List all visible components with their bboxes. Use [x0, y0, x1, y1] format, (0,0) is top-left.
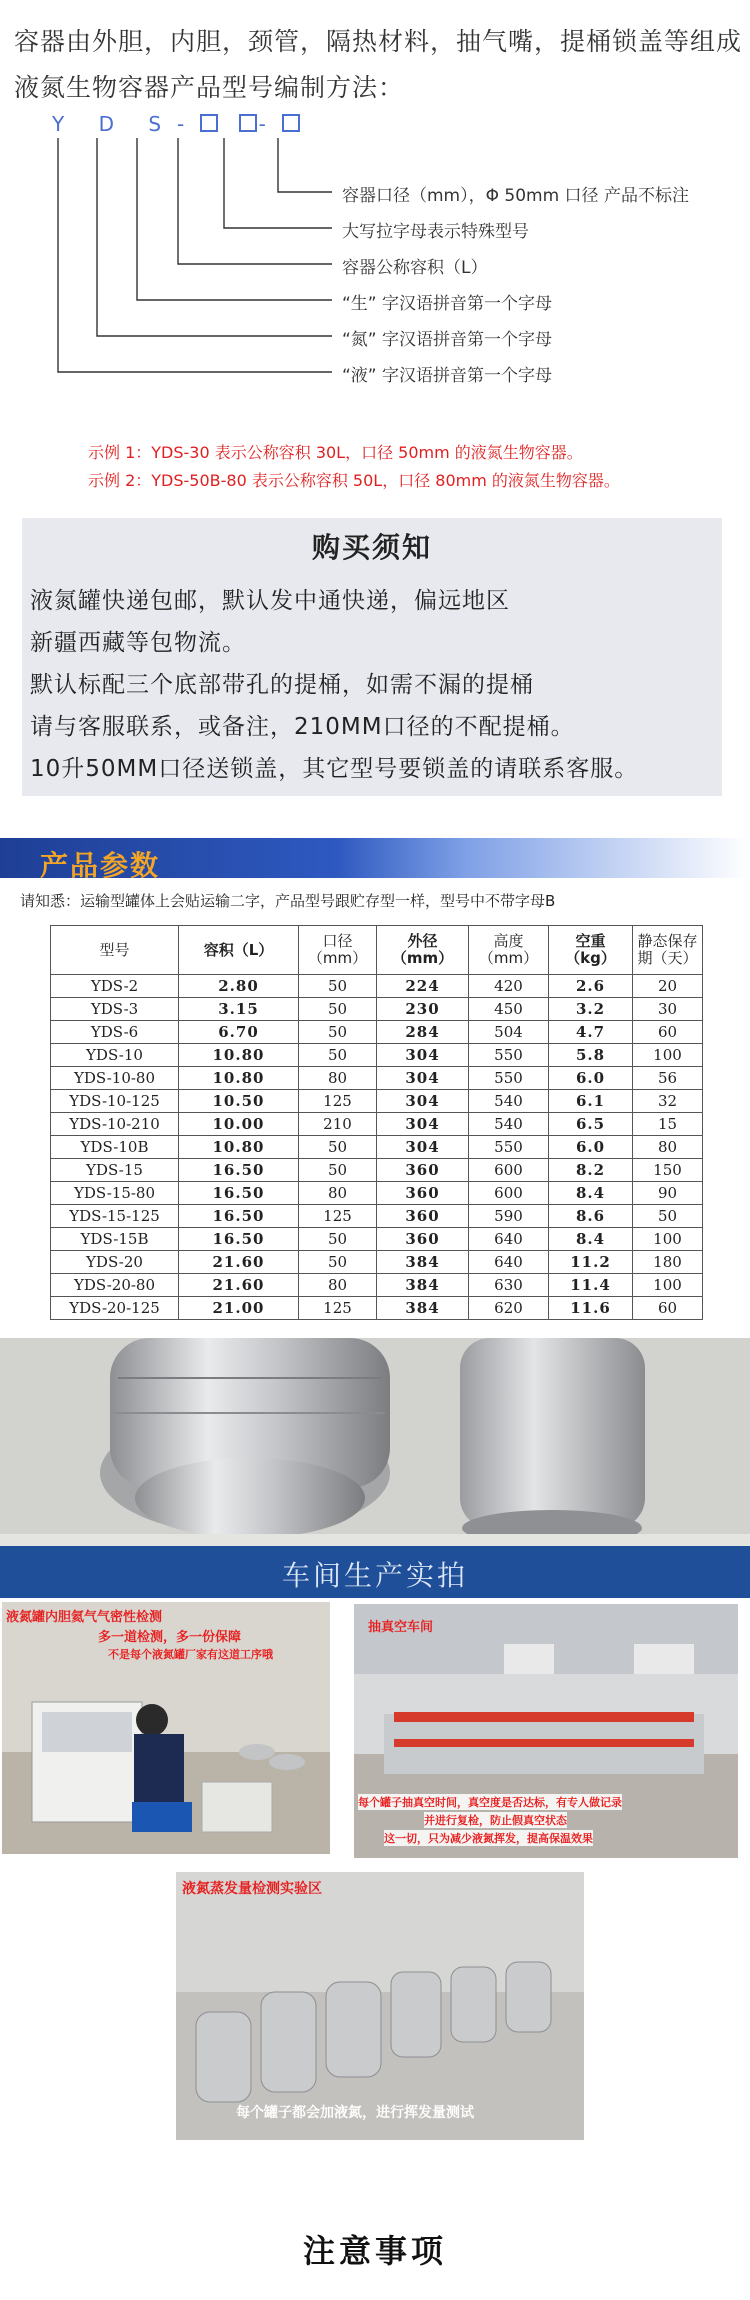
table-row: [51, 1021, 703, 1044]
table-cell: 21.00: [179, 1297, 299, 1320]
vacuum-caption: 并进行复检，防止假真空状态: [424, 1814, 567, 1827]
table-row: [51, 998, 703, 1021]
table-cell: 50: [299, 1021, 377, 1044]
code-dash: -: [177, 112, 199, 136]
table-cell: 6.1: [549, 1090, 633, 1113]
table-cell: 16.50: [179, 1228, 299, 1251]
table-cell: 60: [633, 1297, 703, 1320]
table-cell: 80: [633, 1136, 703, 1159]
col-header-height: 高度 （mm）: [469, 926, 549, 975]
table-cell: 384: [377, 1297, 469, 1320]
table-cell: 20: [633, 975, 703, 998]
table-cell: 304: [377, 1090, 469, 1113]
connector-sheng: [137, 138, 332, 300]
table-cell: 550: [469, 1067, 549, 1090]
table-cell: YDS-2: [51, 975, 179, 998]
table-cell: 150: [633, 1159, 703, 1182]
notice-line: 请与客服联系，或备注，210MM口径的不配提桶。: [30, 714, 575, 740]
table-cell: 5.8: [549, 1044, 633, 1067]
notice-line: 液氮罐快递包邮，默认发中通快递，偏远地区: [30, 588, 510, 614]
table-row: [51, 1228, 703, 1251]
evaporation-caption: 每个罐子都会加液氮，进行挥发量测试: [236, 2105, 474, 2121]
col-header-model: 型号: [51, 926, 179, 975]
evaporation-caption: 液氮蒸发量检测实验区: [182, 1881, 322, 1897]
table-cell: 11.4: [549, 1274, 633, 1297]
workshop-title: 车间生产实拍: [281, 1559, 468, 1592]
table-cell: 50: [299, 975, 377, 998]
table-cell: 8.2: [549, 1159, 633, 1182]
table-cell: YDS-20-125: [51, 1297, 179, 1320]
table-cell: 50: [299, 1251, 377, 1274]
table-cell: 10.00: [179, 1113, 299, 1136]
table-cell: 540: [469, 1113, 549, 1136]
table-cell: 384: [377, 1251, 469, 1274]
table-cell: 304: [377, 1136, 469, 1159]
table-cell: 125: [299, 1205, 377, 1228]
table-cell: 210: [299, 1113, 377, 1136]
table-cell: 125: [299, 1090, 377, 1113]
table-cell: 50: [299, 1228, 377, 1251]
vacuum-workshop-photo: [354, 1604, 738, 1858]
spec-table-header: [51, 926, 703, 975]
table-row: [51, 1159, 703, 1182]
table-cell: 8.4: [549, 1228, 633, 1251]
table-cell: 10.80: [179, 1067, 299, 1090]
table-cell: 360: [377, 1159, 469, 1182]
table-cell: 8.4: [549, 1182, 633, 1205]
table-cell: YDS-20-80: [51, 1274, 179, 1297]
legend-ye: “液” 字汉语拼音第一个字母: [342, 366, 553, 386]
table-cell: 16.50: [179, 1159, 299, 1182]
code-letter-d: D: [98, 112, 128, 136]
evaporation-test-photo: [176, 1872, 584, 2140]
table-cell: YDS-10-210: [51, 1113, 179, 1136]
table-cell: 304: [377, 1067, 469, 1090]
naming-title: 液氮生物容器产品型号编制方法：: [14, 73, 405, 102]
table-cell: YDS-3: [51, 998, 179, 1021]
table-row: [51, 1090, 703, 1113]
code-dash: -: [258, 112, 280, 136]
legend-special-type: 大写拉字母表示特殊型号: [342, 222, 529, 242]
table-cell: 30: [633, 998, 703, 1021]
table-cell: 284: [377, 1021, 469, 1044]
table-cell: YDS-10: [51, 1044, 179, 1067]
connector-ye: [58, 138, 332, 372]
table-cell: 50: [299, 998, 377, 1021]
table-cell: 550: [469, 1044, 549, 1067]
intro-line: 容器由外胆，内胆，颈管，隔热材料，抽气嘴，提桶锁盖等组成: [14, 27, 743, 56]
table-cell: 80: [299, 1182, 377, 1205]
table-cell: 230: [377, 998, 469, 1021]
params-note: 请知悉：运输型罐体上会贴运输二字，产品型号跟贮存型一样，型号中不带字母B: [20, 892, 556, 910]
table-cell: 3.15: [179, 998, 299, 1021]
vacuum-caption: 每个罐子抽真空时间，真空度是否达标，有专人做记录: [358, 1796, 622, 1809]
table-cell: 50: [299, 1159, 377, 1182]
example-1: 示例 1：YDS-30 表示公称容积 30L，口径 50mm 的液氮生物容器。: [88, 443, 583, 462]
table-cell: 224: [377, 975, 469, 998]
table-cell: 60: [633, 1021, 703, 1044]
notice-line: 10升50MM口径送锁盖，其它型号要锁盖的请联系客服。: [30, 756, 639, 782]
vacuum-caption: 这一切，只为减少液氮挥发，提高保温效果: [384, 1832, 593, 1845]
table-cell: 56: [633, 1067, 703, 1090]
table-row: [51, 1044, 703, 1067]
table-cell: 21.60: [179, 1251, 299, 1274]
container-photo: [0, 1338, 750, 1550]
table-cell: 640: [469, 1228, 549, 1251]
table-cell: 6.70: [179, 1021, 299, 1044]
table-cell: 80: [299, 1274, 377, 1297]
table-cell: 21.60: [179, 1274, 299, 1297]
table-cell: 6.5: [549, 1113, 633, 1136]
table-cell: YDS-10-80: [51, 1067, 179, 1090]
leak-test-caption: 不是每个液氮罐厂家有这道工序哦: [108, 1648, 273, 1661]
table-cell: 620: [469, 1297, 549, 1320]
col-header-volume: 容积（L）: [179, 926, 299, 975]
leak-test-caption: 多一道检测，多一份保障: [98, 1630, 242, 1645]
table-cell: 50: [299, 1044, 377, 1067]
legend-sheng: “生” 字汉语拼音第一个字母: [342, 294, 553, 314]
table-cell: 360: [377, 1228, 469, 1251]
table-cell: YDS-10B: [51, 1136, 179, 1159]
params-title: 产品参数: [40, 849, 161, 882]
table-row: [51, 1182, 703, 1205]
table-cell: 10.80: [179, 1136, 299, 1159]
leak-test-photo: [2, 1602, 330, 1854]
table-row: [51, 1136, 703, 1159]
table-cell: 2.80: [179, 975, 299, 998]
legend-volume: 容器公称容积（L）: [342, 258, 488, 278]
table-cell: 304: [377, 1113, 469, 1136]
table-cell: YDS-15B: [51, 1228, 179, 1251]
table-cell: 11.6: [549, 1297, 633, 1320]
col-header-hold-time: 静态保存 期（天）: [633, 926, 703, 975]
table-cell: 630: [469, 1274, 549, 1297]
table-cell: 304: [377, 1044, 469, 1067]
table-cell: 180: [633, 1251, 703, 1274]
table-cell: 15: [633, 1113, 703, 1136]
table-row: [51, 1205, 703, 1228]
table-row: [51, 975, 703, 998]
table-row: [51, 1251, 703, 1274]
table-cell: 50: [633, 1205, 703, 1228]
table-cell: 10.80: [179, 1044, 299, 1067]
attention-title: 注意事项: [302, 2232, 447, 2270]
leak-test-caption: 液氮罐内胆氦气气密性检测: [6, 1610, 163, 1625]
table-cell: 2.6: [549, 975, 633, 998]
table-cell: 550: [469, 1136, 549, 1159]
table-cell: 6.0: [549, 1136, 633, 1159]
connector-volume: [178, 138, 332, 264]
col-header-mouth: 口径 （mm）: [299, 926, 377, 975]
table-cell: 11.2: [549, 1251, 633, 1274]
vacuum-caption: 抽真空车间: [368, 1620, 434, 1635]
table-cell: 360: [377, 1205, 469, 1228]
table-row: [51, 1274, 703, 1297]
table-cell: 3.2: [549, 998, 633, 1021]
table-cell: 80: [299, 1067, 377, 1090]
table-cell: 16.50: [179, 1205, 299, 1228]
table-cell: 100: [633, 1274, 703, 1297]
table-row: [51, 1297, 703, 1320]
table-cell: YDS-6: [51, 1021, 179, 1044]
legend-diameter: 容器口径（mm），Φ 50mm 口径 产品不标注: [342, 186, 689, 206]
table-cell: 100: [633, 1228, 703, 1251]
table-cell: 384: [377, 1274, 469, 1297]
code-letter-s: S: [148, 112, 176, 136]
code-letter-y: Y: [52, 112, 79, 136]
table-cell: YDS-10-125: [51, 1090, 179, 1113]
spec-table: [50, 925, 703, 1320]
evaporation-test-illustration: [176, 1872, 584, 2140]
table-cell: 540: [469, 1090, 549, 1113]
table-cell: 640: [469, 1251, 549, 1274]
table-cell: 504: [469, 1021, 549, 1044]
table-cell: YDS-15-80: [51, 1182, 179, 1205]
connector-dan: [97, 138, 332, 336]
table-row: [51, 1067, 703, 1090]
table-cell: 600: [469, 1182, 549, 1205]
notice-line: 新疆西藏等包物流。: [30, 630, 246, 656]
table-cell: YDS-20: [51, 1251, 179, 1274]
table-cell: 360: [377, 1182, 469, 1205]
container-illustration: [0, 1338, 750, 1550]
col-header-weight: 空重 （kg）: [549, 926, 633, 975]
table-row: [51, 1113, 703, 1136]
table-cell: 600: [469, 1159, 549, 1182]
col-header-outer-diameter: 外径 （mm）: [377, 926, 469, 975]
table-cell: 125: [299, 1297, 377, 1320]
table-cell: 90: [633, 1182, 703, 1205]
table-cell: 50: [299, 1136, 377, 1159]
table-cell: 8.6: [549, 1205, 633, 1228]
table-cell: 420: [469, 975, 549, 998]
table-cell: 10.50: [179, 1090, 299, 1113]
table-cell: 590: [469, 1205, 549, 1228]
connector-diameter: [278, 138, 332, 192]
example-2: 示例 2：YDS-50B-80 表示公称容积 50L，口径 80mm 的液氮生物容器。: [88, 471, 620, 490]
table-cell: 450: [469, 998, 549, 1021]
legend-dan: “氮” 字汉语拼音第一个字母: [342, 330, 553, 350]
table-cell: YDS-15-125: [51, 1205, 179, 1228]
table-cell: YDS-15: [51, 1159, 179, 1182]
table-cell: 16.50: [179, 1182, 299, 1205]
table-cell: 100: [633, 1044, 703, 1067]
table-cell: 32: [633, 1090, 703, 1113]
table-cell: 6.0: [549, 1067, 633, 1090]
purchase-notice-title: 购买须知: [311, 531, 432, 564]
table-cell: 4.7: [549, 1021, 633, 1044]
notice-line: 默认标配三个底部带孔的提桶，如需不漏的提桶: [30, 672, 534, 698]
